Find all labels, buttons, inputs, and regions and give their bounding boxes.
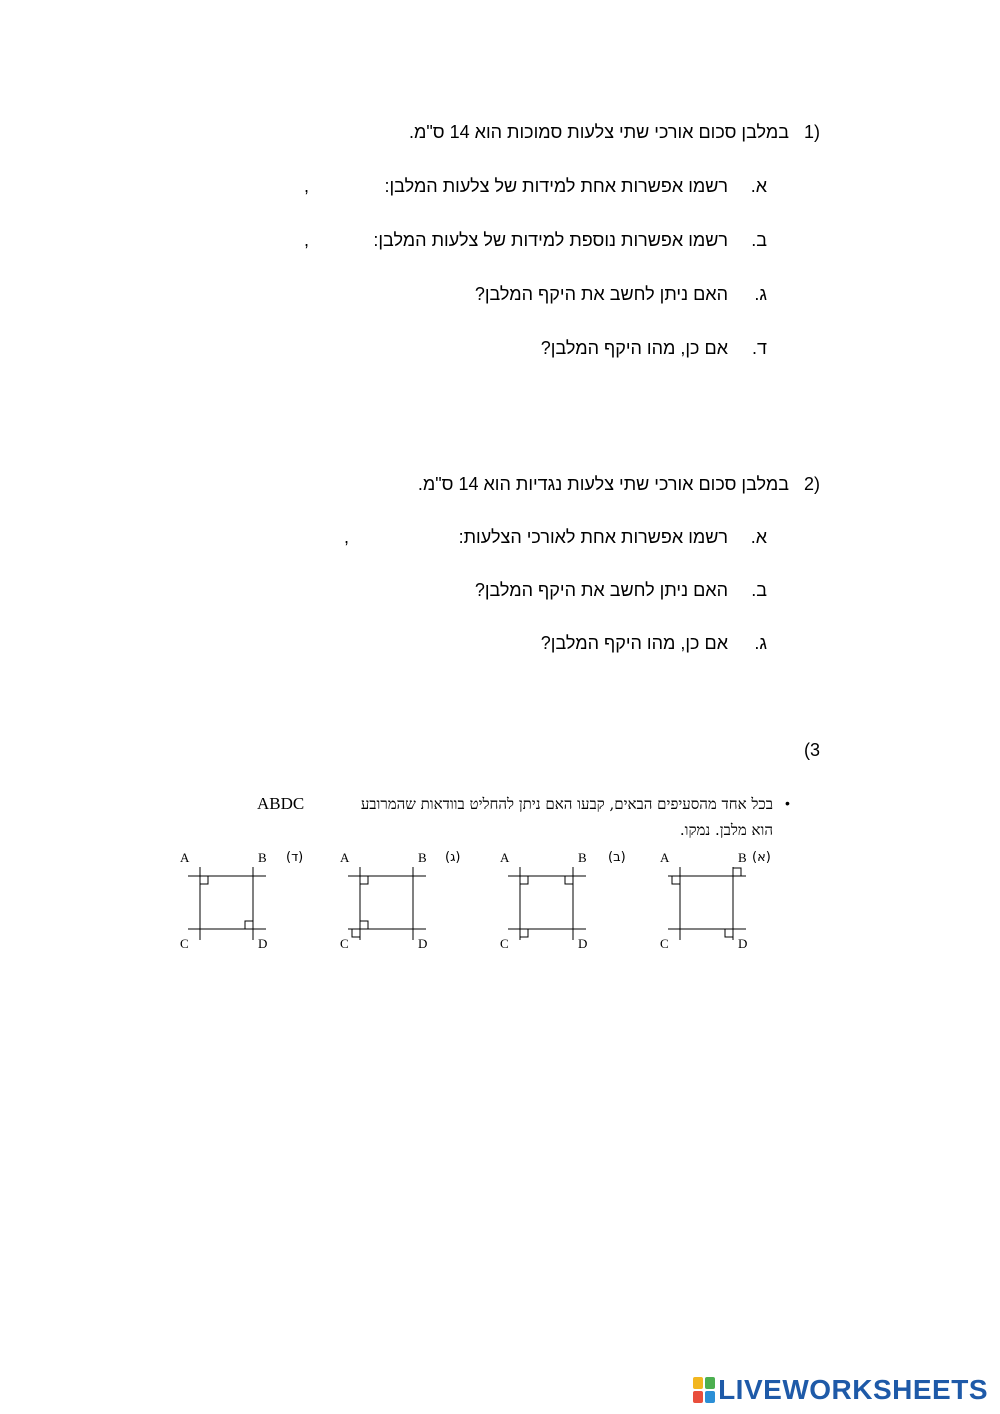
q3-number: (3	[803, 740, 820, 760]
q3-figures	[170, 845, 790, 960]
logo-tile-e	[705, 1391, 715, 1403]
fig-d-label-D: D	[258, 936, 268, 951]
fig-c-label-C: C	[340, 936, 349, 951]
fig-a-label-A: A	[660, 850, 670, 865]
q1-number: 1)	[803, 122, 820, 142]
fig-b-tag: (ב)	[608, 850, 626, 865]
q1-item-c-letter: ג.	[754, 284, 767, 304]
q2-item-b-text: האם ניתן לחשב את היקף המלבן?	[474, 580, 728, 600]
figure-b-drawing	[508, 867, 586, 940]
logo-tile-i	[705, 1377, 715, 1389]
q1-item-c-text: האם ניתן לחשב את היקף המלבן?	[474, 284, 728, 304]
q1-item-a-letter: א.	[750, 176, 767, 196]
q1-item-a-text: רשמו אפשרות אחת למידות של צלעות המלבן:	[384, 176, 728, 196]
q1-item-a-comma: ,	[304, 176, 310, 196]
logo-grid-icon	[693, 1377, 715, 1403]
logo-tile-l	[693, 1377, 703, 1389]
fig-b-label-B: B	[578, 850, 587, 865]
fig-a-label-B: B	[738, 850, 747, 865]
liveworksheets-logo[interactable]	[693, 1374, 988, 1406]
logo-tile-v	[693, 1391, 703, 1403]
fig-c-label-B: B	[418, 850, 427, 865]
q2-item-c-letter: ג.	[754, 633, 767, 653]
fig-c-tag: (ג)	[445, 850, 461, 865]
figure-c-drawing	[348, 867, 426, 940]
q1-item-b-letter: ב.	[751, 230, 767, 250]
q1-item-b-comma: ,	[304, 230, 310, 250]
q2-item-a-letter: א.	[750, 527, 767, 547]
fig-d-tag: (ד)	[286, 850, 304, 865]
q1-item-d-letter: ד.	[752, 338, 767, 358]
fig-a-label-D: D	[738, 936, 748, 951]
fig-b-label-D: D	[578, 936, 588, 951]
fig-d-label-C: C	[180, 936, 189, 951]
fig-a-tag: (א)	[752, 850, 771, 865]
q3-instruction-line1: בכל אחד מהסעיפים הבאים, קבעו האם ניתן להחליט בוודאות שהמרובע	[360, 795, 773, 813]
q1-item-b-text: רשמו אפשרות נוספת למידות של צלעות המלבן:	[373, 230, 728, 250]
fig-b-label-C: C	[500, 936, 509, 951]
figure-a-drawing	[668, 867, 746, 940]
figure-d-drawing	[188, 867, 266, 940]
q3-bullet: •	[785, 795, 790, 811]
q2-item-a-text: רשמו אפשרות אחת לאורכי הצלעות:	[458, 527, 728, 547]
fig-a-label-C: C	[660, 936, 669, 951]
q2-item-b-letter: ב.	[751, 580, 767, 600]
q3-instruction-line2: הוא מלבן. נמקו.	[679, 821, 773, 839]
fig-d-label-A: A	[180, 850, 190, 865]
q2-number: 2)	[803, 474, 820, 494]
q2-item-a-comma: ,	[344, 527, 350, 547]
fig-b-label-A: A	[500, 850, 510, 865]
q1-item-d-text: אם כן, מהו היקף המלבן?	[540, 338, 728, 358]
q3-abdc-label: ABDC	[257, 794, 305, 813]
fig-c-label-A: A	[340, 850, 350, 865]
fig-d-label-B: B	[258, 850, 267, 865]
logo-text: LIVEWORKSHEETS	[718, 1374, 988, 1405]
q2-item-c-text: אם כן, מהו היקף המלבן?	[540, 633, 728, 653]
fig-c-label-D: D	[418, 936, 428, 951]
q1-text: במלבן סכום אורכי שתי צלעות סמוכות הוא 14 ס"מ.	[409, 122, 789, 142]
q2-text: במלבן סכום אורכי שתי צלעות נגדיות הוא 14 ס"מ.	[417, 474, 789, 494]
